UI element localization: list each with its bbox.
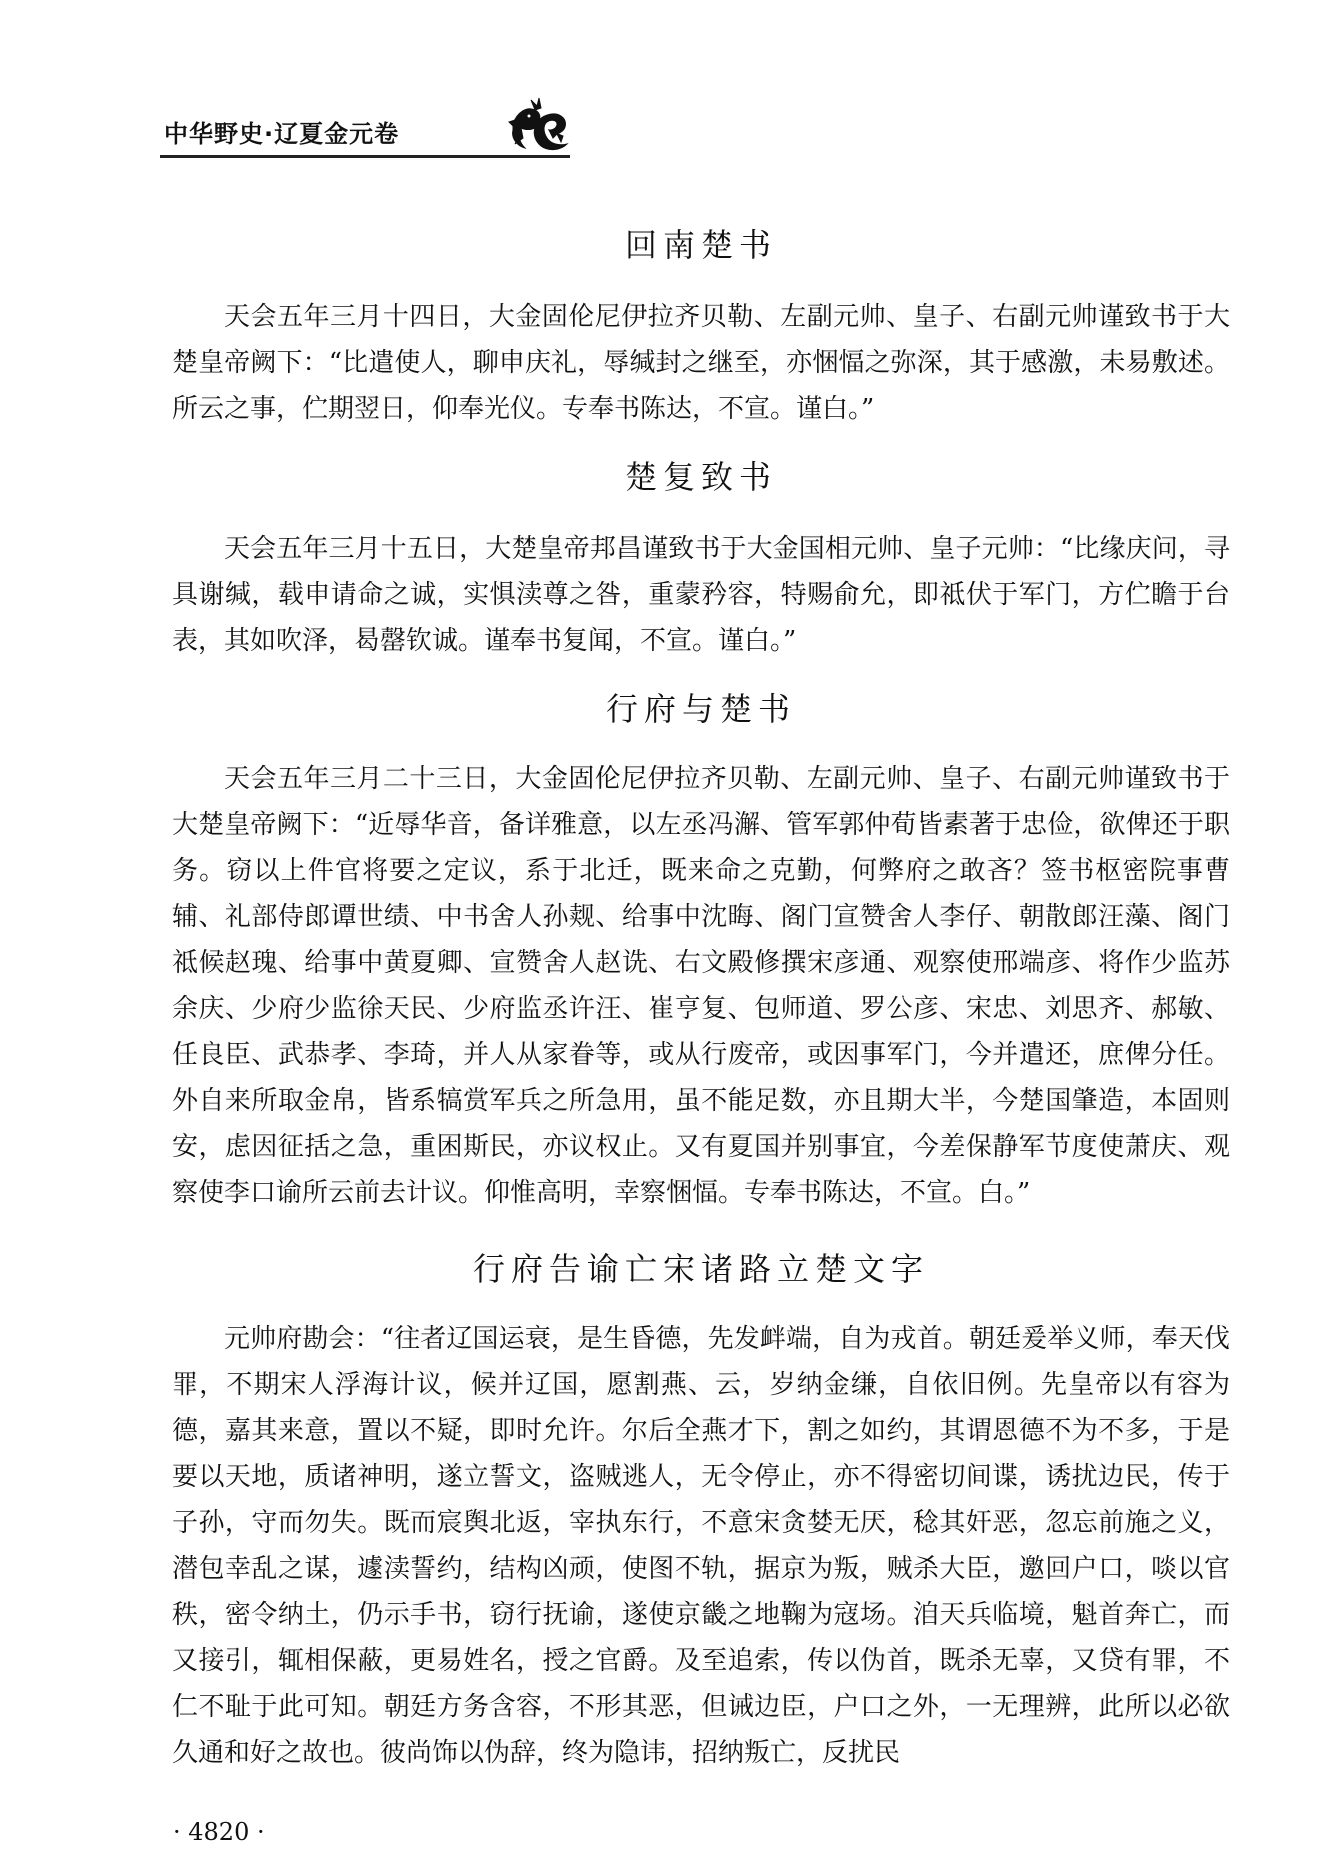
section-paragraph: 天会五年三月十四日，大金固伦尼伊拉齐贝勒、左副元帅、皇子、右副元帅谨致书于大楚皇帝阙下：“比遣使人，聊申庆礼，辱缄封之继至，亦悃愊之弥深，其于感激，未易敷述。所云之事，伫期翌日，仰奉光仪。专奉书陈达，不宣。谨白。” — [172, 302, 1230, 424]
section-paragraph: 天会五年三月二十三日，大金固伦尼伊拉齐贝勒、左副元帅、皇子、右副元帅谨致书于大楚皇帝阙下：“近辱华音，备详雅意，以左丞冯澥、管军郭仲荀皆素著于忠俭，欲俾还于职务。窃以上件官将要之定议，系于北迁，既来命之克勤，何弊府之敢吝？签书枢密院事曹辅、礼部侍郎谭世绩、中书舍人孙觌、给事中沈晦、阁门宣赞舍人李仔、朝散郎汪藻、阁门祗候赵瑰、给事中黄夏卿、宣赞舍人赵诜、右文殿修撰宋彦通、观察使邢端彦、将作少监苏余庆、少府少监徐天民、少府监丞许汪、崔亨复、包师道、罗公彦、宋忠、刘思齐、郝敏、任良臣、武恭孝、李琦，并人从家眷等，或从行废帝，或因事军门，今并遣还，庶俾分任。外自来所取金帛，皆系犒赏军兵之所急用，虽不能足数，亦且期大半，今楚国肇造，本固则安，虑因征括之急，重困斯民，亦议权止。又有夏国并别事宜，今差保静军节度使萧庆、观察使李口谕所云前去计议。仰惟高明，幸察悃愊。专奉书陈达，不宣。白。” — [172, 764, 1230, 1208]
section-paragraph: 元帅府勘会：“往者辽国运衰，是生昏德，先发衅端，自为戎首。朝廷爰举义师，奉天伐罪，不期宋人浮海计议，候并辽国，愿割燕、云，岁纳金缣，自依旧例。先皇帝以有容为德，嘉其来意，置以不疑，即时允许。尔后全燕才下，割之如约，其谓恩德不为不多，于是要以天地，质诸神明，遂立誓文，盗贼逃人，无令停止，亦不得密切间谍，诱扰边民，传于子孙，守而勿失。既而宸舆北返，宰执东行，不意宋贪婪无厌，稔其奸恶，忽忘前施之义，潜包幸乱之谋，遽渎誓约，结构凶顽，使图不轨，据京为叛，贼杀大臣，邀回户口，啖以官秩，密令纳土，仍示手书，窃行抚谕，遂使京畿之地鞠为寇场。洎天兵临境，魁首奔亡，而又接引，辄相保蔽，更易姓名，授之官爵。及至追索，传以伪首，既杀无辜，又贷有罪，不仁不耻于此可知。朝廷方务含容，不形其恶，但诫边臣，户口之外，一无理辨，此所以必欲久通和好之故也。彼尚饰以伪辞，终为隐讳，招纳叛亡，反扰民 — [172, 1324, 1230, 1768]
section-title: 行府与楚书 — [605, 690, 796, 728]
page-content — [172, 220, 1230, 1776]
section-title: 行府告谕亡宋诸路立楚文字 — [472, 1250, 929, 1288]
section-paragraph: 天会五年三月十五日，大楚皇帝邦昌谨致书于大金国相元帅、皇子元帅：“比缘庆问，寻具谢缄，载申请命之诚，实惧渎尊之咎，重蒙矜容，特赐俞允，即祗伏于军门，方伫瞻于台表，其如吹泽，曷罄钦诚。谨奉书复闻，不宣。谨白。” — [172, 534, 1230, 656]
section-title: 回南楚书 — [624, 226, 777, 264]
section-title: 楚复致书 — [624, 458, 777, 496]
page-number: · 4820 · — [173, 1818, 265, 1846]
header-title: 中华野史·辽夏金元卷 — [164, 120, 400, 148]
dragon-icon — [505, 94, 575, 158]
